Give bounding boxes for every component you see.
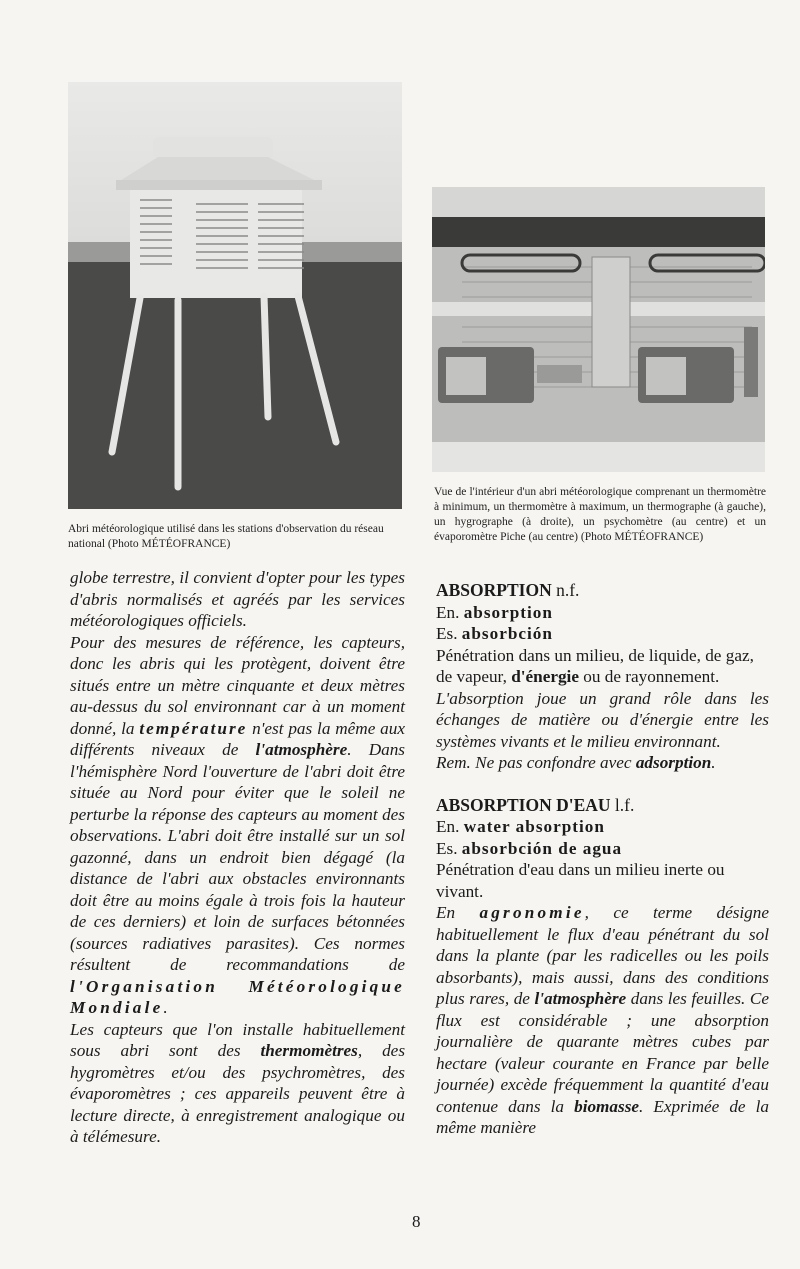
figure-caption-2: Vue de l'intérieur d'un abri météorologique comprenant un thermomètre à minimum, un thermomètre à maximum, un thermographe (à gauche), un hygrographe (à droite), un psychomètre (au centre) et un évaporomètre Piche (au centre) (Photo MÉTÉOFRANCE) [434,486,766,543]
paragraph-2 [70,632,405,1019]
text-run: Les capteurs que l'on installe habituellement sous abri sont des [70,1019,405,1060]
term-link-thermometres[interactable]: thermomètres [260,1041,358,1060]
text-run: Pénétration dans un milieu, de liquide, de gaz, de vapeur, [436,645,754,686]
english-translation [436,602,769,624]
term-link-biomasse[interactable]: biomasse [574,1096,640,1116]
page-number: 8 [412,1212,421,1231]
text-run: , ce terme désigne habituellement le flux d'eau pénétrant du sol dans la plante (par les radicelles ou les poils absorbants), mais aussi, dans des conditions plus rares, de [436,903,769,1008]
shelter-interior-photo [432,187,765,472]
translation-term: absorbción [461,624,553,643]
part-of-speech: l.f. [614,794,635,815]
text-run: . Dans l'hémisphère Nord l'ouverture de l'abri doit être située au Nord pour éviter que le soleil ne perturbe la réponse des capteurs au moment des observations. L'abri doit être installé sur un sol gazonné, dans un endroit bien dégagé (la distance de l'abri aux obstacles environnants doit être au moins égale à trois fois la hauteur de ces derniers) et loin de surfaces bétonnées (sources radiatives parasites). Ces normes résultent de recommandations de [70,740,405,974]
translation-term: absorbción de agua [461,838,623,858]
weather-shelter-illustration [68,82,402,509]
entry-absorption-d-eau [436,795,769,1139]
entry-note: L'absorption joue un grand rôle dans les échanges de matière ou d'énergie entre les systèmes vivants et le milieu environnant. [436,688,769,751]
text-run: ou de rayonnement. [578,667,720,686]
term-link-atmosphere[interactable]: l'atmosphère [534,989,627,1008]
translation-term: water absorption [463,817,605,836]
lang-label: Es. [436,624,458,643]
entry-remark [436,752,769,774]
part-of-speech: n.f. [556,580,580,600]
headword-text: ABSORPTION D'EAU [436,794,611,815]
weather-shelter-photo [68,82,402,509]
term-link-omm[interactable]: l'Organisation Météorologique Mondiale [70,976,405,1017]
text-run: , des hygromètres et/ou des psychromètres, des évaporomètres ; ces appareils peuvent être à lecture directe, à enregistrement analogique ou à télémesure. [70,1041,406,1146]
text-run: . [711,753,716,772]
term-link-energie[interactable]: d'énergie [511,667,579,686]
headword-text: ABSORPTION [436,580,552,600]
shelter-interior-illustration [432,187,765,472]
text-run: Pour des mesures de référence, les capteurs, donc les abris qui les protègent, doivent être situés entre un mètre cinquante et deux mètres au-dessus du sol environnant car à un moment donné, la [70,632,405,738]
entry-absorption [436,580,769,774]
term-link-atmosphere[interactable]: l'atmosphère [255,740,348,759]
definition: Pénétration d'eau dans un milieu inerte ou vivant. [436,860,725,901]
text-run: . [163,998,168,1017]
text-run: En [436,903,480,922]
figure-caption-1: Abri météorologique utilisé dans les stations d'observation du réseau national (Photo MÉTÉOFRANCE) [68,523,384,550]
text-run: Rem. Ne pas confondre avec [436,753,636,772]
entry-note [436,902,769,1139]
paragraph-1: globe terrestre, il convient d'opter pour les types d'abris normalisés et agréés par les services météorologiques officiels. [70,568,405,630]
left-column-text [70,567,405,1148]
paragraph-3 [70,1019,405,1148]
lang-label: Es. [436,838,458,858]
text-run: . Exprimée de la même manière [436,1096,769,1137]
definition [436,645,769,688]
term-link-temperature[interactable]: température [139,718,248,738]
term-link-adsorption[interactable]: adsorption [635,753,712,772]
spanish-translation [436,838,769,860]
lang-label: En. [436,602,460,622]
text-run: n'est pas la même aux différents niveaux de [70,718,405,759]
translation-term: absorption [463,602,553,622]
text-run: dans les feuilles. Ce flux est considérable ; une absorption journalière de quarante mètres cubes par hectare (valeur courante en France par belle journée) excède fréquemment la quantité d'eau contenue dans la [436,989,769,1116]
spanish-translation [436,623,769,645]
english-translation [436,816,769,838]
entry-headword [436,795,769,817]
entry-headword [436,580,769,602]
right-column-entries [436,580,769,1160]
term-link-agronomie[interactable]: agronomie [479,903,585,922]
lang-label: En. [436,817,460,836]
